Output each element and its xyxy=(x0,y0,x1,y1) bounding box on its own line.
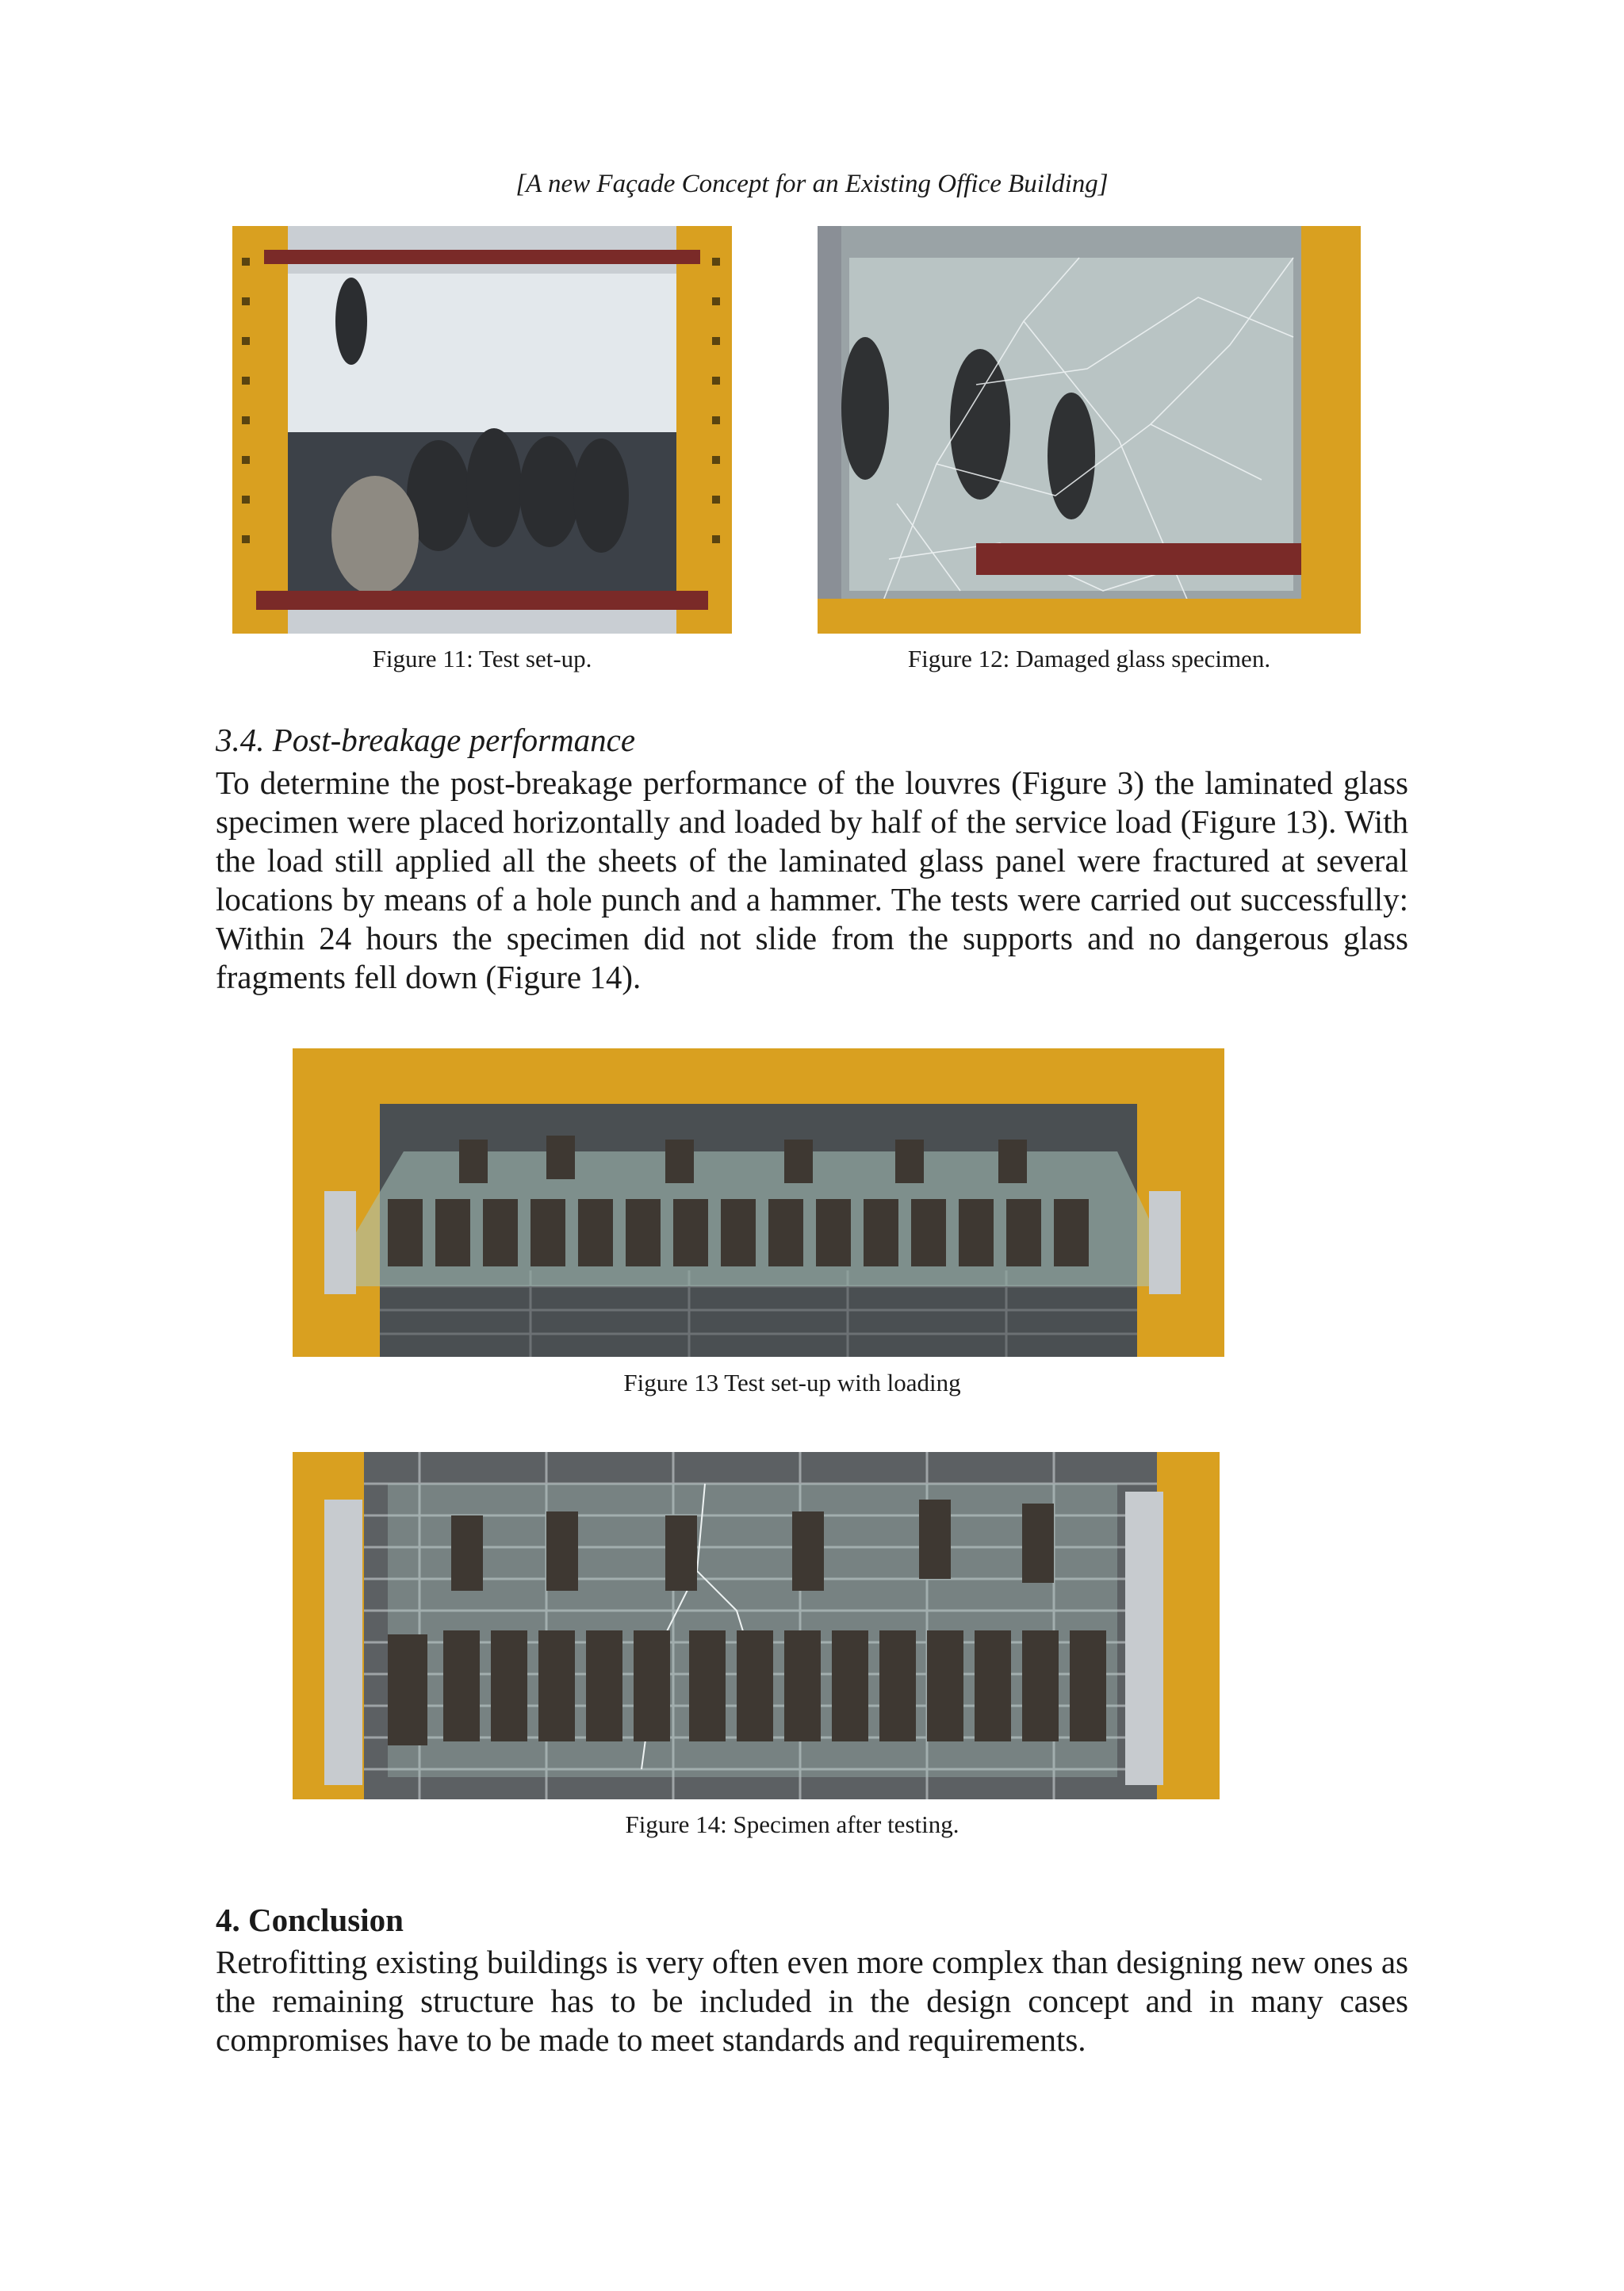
figure-13-caption: Figure 13 Test set-up with loading xyxy=(623,1369,961,1396)
figure-14-photo xyxy=(293,1452,1220,1799)
figure-11-caption: Figure 11: Test set-up. xyxy=(372,645,592,672)
figure-12-caption: Figure 12: Damaged glass specimen. xyxy=(907,645,1271,672)
section-3-4-paragraph: To determine the post-breakage performance of the louvres (Figure 3) the laminated glass specimen were placed horizontally and loaded by half of the service load (Figure 13). With the load still applied all the sheets of the laminated glass panel were fractured at several locations by means of a hole punch and a hammer. The tests were carried out successfully: Within 24 hours the specimen did not slide from the supports and no dangerous glass fragments fell down (Figure 14). xyxy=(216,764,1408,995)
running-header: [A new Façade Concept for an Existing Office Building] xyxy=(515,170,1109,198)
section-4-paragraph: Retrofitting existing buildings is very often even more complex than designing new ones as the remaining structure has to be included in the design concept and in many cases compromises have to be made to meet standards and requirements. xyxy=(216,1944,1408,2058)
figure-14-caption: Figure 14: Specimen after testing. xyxy=(625,1810,959,1838)
figure-13-photo xyxy=(293,1048,1224,1357)
figure-12-photo xyxy=(818,226,1361,634)
figure-11-photo xyxy=(232,226,732,634)
section-3-4-heading: 3.4. Post-breakage performance xyxy=(216,722,636,758)
section-4-heading: 4. Conclusion xyxy=(216,1902,404,1938)
